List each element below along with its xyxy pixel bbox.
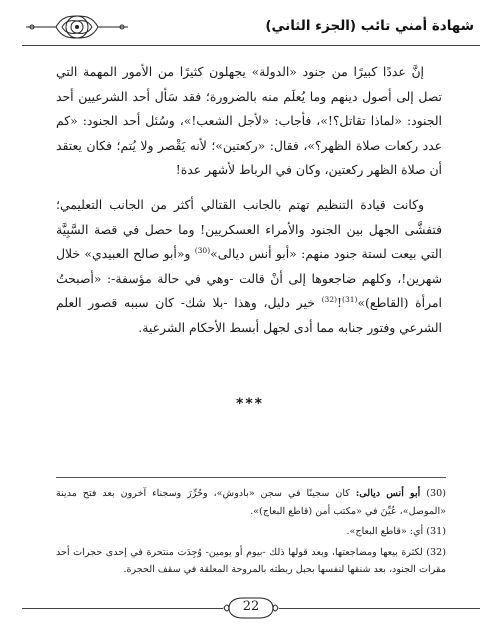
footnote-30 (56, 485, 446, 520)
footnote-31 (56, 523, 446, 541)
footnote-32 (56, 544, 446, 579)
page-number: 22 (242, 599, 260, 614)
paragraph-1: إنَّ عددًا كبيرًا من جنود «الدولة» يجهلون كثيرًا من الأمور المهمة التي تصل إلى أصول دينهم وما يُعلَم منه بالضرورة؛ فقد سَأل أحد الشرعيين أحد الجنود: «لماذا تقاتل؟!»، فأجاب: «لأجل الشعب!»، وسُئل أحد الجنود: «كم عدد ركعات صلاة الظهر؟»، فقال: «ركعتين»؛ لأنه يَقْصر ولا يُتم؛ فكان يعتقد أن صلاة الظهر ركعتين، وكان في الرباط لأشهر عدة! (56, 64, 442, 178)
footnote-text: لكثرة بيعها ومضاجعتها، وبعد قولها ذلك -بيوم أو يومين- وُجِدَت منتحرة في إحدى حجرات أحد مقرات الجنود، بعد شنقها لنفسها بحبل ربطته بالمروحة المعلقة في سقف الحجرة. (56, 546, 446, 576)
header-divider (22, 45, 480, 46)
footnote-number: (32) (426, 546, 446, 558)
footnote-ref-30[interactable]: (30) (194, 246, 211, 256)
footnote-number: (30) (426, 488, 446, 499)
footnote-ref-31[interactable]: (31) (342, 295, 358, 305)
book-title: شهادة أمني تائب (الجزء الثاني) (265, 18, 474, 34)
footnotes (56, 485, 446, 582)
footnote-text: أي: «قاطع البعاج». (346, 526, 427, 538)
page-number-frame (223, 596, 279, 620)
page-header (22, 10, 480, 46)
main-text (56, 60, 442, 341)
paragraph-2-part-b: و«أبو صالح العبيدي» خلال شهرين!، وكلهم ضاجعوها إلى أنْ قالت -وهي في حالة مؤسفة-: «أصبحتُ امرأة (القاطع)» (56, 246, 442, 311)
paragraph-2-part-d: خير دليل، وهذا -بلا شك- كان سببه قصور العلم الشرعي وفتور جنابه مما أدى لجهل أبسط الأحكام الشرعية. (56, 295, 442, 335)
footnote-divider (56, 477, 446, 478)
footnote-ref-32[interactable]: (32) (321, 295, 338, 305)
footnote-term: أبو أنس ديالى: (355, 488, 421, 499)
page-footer (22, 596, 480, 622)
footnote-number: (31) (426, 526, 446, 538)
paragraph-2-part-a: وكانت قيادة التنظيم تهتم بالجانب القتالي أكثر من الجانب التعليمي؛ فتفشَّى الجهل بين الجنود والأمراء العسكريين! وما حصل في قصة السَّبِيَّة التي بيعت لستة جنود منهم: «أبو أنس ديالى» (56, 196, 442, 262)
ornament-icon (22, 10, 132, 44)
section-separator: *** (236, 396, 264, 412)
paragraph-2 (56, 193, 442, 341)
paragraph-2-part-c: ! (337, 295, 343, 311)
footnote-text: كان سجينًا في سجن «بادوش»، وحُرِّرَ وسجناء آخرون بعد فتح مدينة «الموصل»، عُيِّنَ في «مكتب أمن (قاطع البعاج)». (56, 488, 446, 517)
